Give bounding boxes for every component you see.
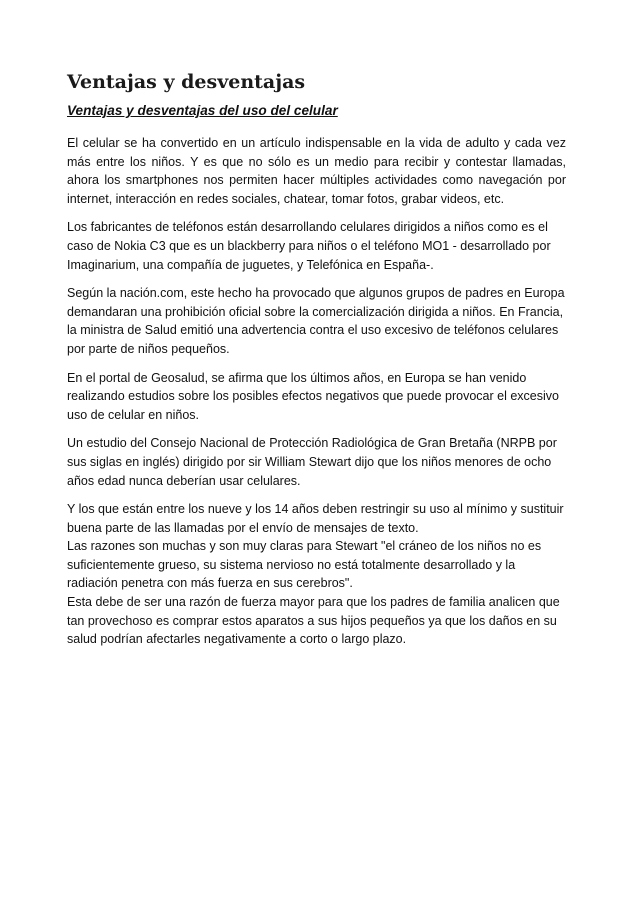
paragraph-stewart-reasons: Las razones son muchas y son muy claras para Stewart "el cráneo de los niños no es suficientemente grueso, su sistema nervioso no está totalmente desarrollado y la radiación penetra con más fuerza en sus cerebros". — [67, 539, 542, 591]
paragraph-intro: El celular se ha convertido en un artículo indispensable en la vida de adulto y cada vez más entre los niños. Y es que no sólo es un medio para recibir y contestar llamadas, ahora los smartphones nos permiten hacer múltiples actividades como navegación por internet, interacción en redes sociales, chatear, tomar fotos, grabar videos, etc. — [67, 136, 566, 206]
document-subtitle: Ventajas y desventajas del uso del celular — [67, 103, 338, 118]
paragraph-la-nacion: Según la nación.com, este hecho ha provocado que algunos grupos de padres en Europa demandaran una prohibición oficial sobre la comercialización dirigida a niños. En Francia, la ministra de Salud emitió una advertencia contra el uso excesivo de teléfonos celulares por parte de niños pequeños. — [67, 286, 565, 356]
paragraph-conclusion: Esta debe de ser una razón de fuerza mayor para que los padres de familia analicen que tan provechoso es comprar estos aparatos a sus hijos pequeños ya que los daños en su salud podrían afectarles negativamente a corto o largo plazo. — [67, 595, 560, 647]
paragraph-geosalud: En el portal de Geosalud, se afirma que los últimos años, en Europa se han venido realizando estudios sobre los posibles efectos negativos que puede provocar el excesivo uso de celular en niños. — [67, 370, 559, 422]
document-page — [67, 70, 566, 649]
document-title: Ventajas y desventajas — [67, 71, 306, 93]
paragraph-nrpb-study: Un estudio del Consejo Nacional de Protección Radiológica de Gran Bretaña (NRPB por sus siglas en inglés) dirigido por sir William Stewart dijo que los niños menores de ocho años edad nunca deberían usar celulares. — [67, 436, 557, 488]
paragraph-age-restriction: Y los que están entre los nueve y los 14 años deben restringir su uso al mínimo y sustituir buena parte de las llamadas por el envío de mensajes de texto. — [67, 502, 564, 535]
paragraph-manufacturers: Los fabricantes de teléfonos están desarrollando celulares dirigidos a niños como es el caso de Nokia C3 que es un blackberry para niños o el teléfono MO1 - desarrollado por Imaginarium, una compañía de juguetes, y Telefónica en España-. — [67, 220, 551, 272]
